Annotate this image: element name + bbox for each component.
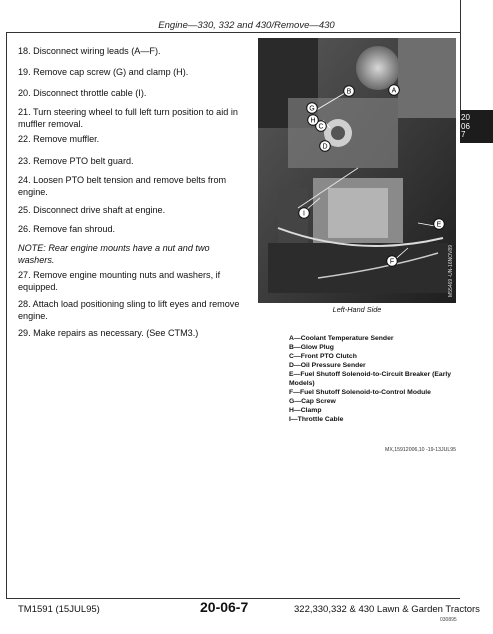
callout-b-text: B bbox=[346, 88, 352, 96]
footer-models: 322,330,332 & 430 Lawn & Garden Tractors bbox=[294, 604, 480, 615]
callout-h bbox=[307, 113, 319, 131]
legend-item-i: I—Throttle Cable bbox=[289, 416, 344, 423]
step-21: 21. Turn steering wheel to full left turn position to aid in muffler removal. bbox=[18, 107, 238, 129]
legend-item-c: C—Front PTO Clutch bbox=[289, 353, 357, 360]
callout-e bbox=[433, 217, 445, 235]
section-tab-page: 7 bbox=[461, 130, 466, 139]
legend-reference: MX,15912006,10 -19-13JUL95 bbox=[385, 447, 456, 453]
callout-f-text: F bbox=[389, 258, 395, 266]
section-tab-section: 20 bbox=[461, 113, 470, 122]
callout-g-text: G bbox=[309, 105, 315, 113]
header-rule bbox=[6, 32, 460, 33]
legend-item-g: G—Cap Screw bbox=[289, 398, 336, 405]
callout-c-text: C bbox=[318, 123, 324, 131]
step-19: 19. Remove cap screw (G) and clamp (H). bbox=[18, 67, 189, 77]
step-20: 20. Disconnect throttle cable (I). bbox=[18, 88, 147, 98]
step-29: 29. Make repairs as necessary. (See CTM3.) bbox=[18, 328, 199, 338]
section-tab-number bbox=[461, 114, 481, 140]
step-28: 28. Attach load positioning sling to lift eyes and remove engine. bbox=[18, 299, 240, 321]
legend-item-e: E—Fuel Shutoff Solenoid-to-Circuit Breaker (Early Models) bbox=[289, 371, 452, 387]
note-rear-mounts: NOTE: Rear engine mounts have a nut and two washers. bbox=[18, 243, 210, 265]
callout-e-text: E bbox=[436, 221, 442, 229]
callout-h-text: H bbox=[310, 117, 316, 125]
step-25: 25. Disconnect drive shaft at engine. bbox=[18, 205, 166, 215]
step-24: 24. Loosen PTO belt tension and remove belts from engine. bbox=[18, 175, 227, 197]
callout-a bbox=[388, 83, 400, 101]
callout-i bbox=[298, 206, 310, 224]
callout-i-text: I bbox=[303, 210, 305, 218]
header-tick bbox=[460, 0, 461, 33]
legend-item-a: A—Coolant Temperature Sender bbox=[289, 335, 394, 342]
callout-b bbox=[343, 84, 355, 102]
callout-f bbox=[386, 254, 398, 272]
step-27: 27. Remove engine mounting nuts and washers, if equipped. bbox=[18, 270, 221, 292]
page-header-title: Engine—330, 332 and 430/Remove—430 bbox=[158, 20, 335, 31]
legend-item-h: H—Clamp bbox=[289, 407, 322, 414]
frame-left-rule bbox=[6, 32, 7, 599]
figure-code: M55469 -UN-16NOV89 bbox=[448, 245, 454, 297]
step-18: 18. Disconnect wiring leads (A—F). bbox=[18, 46, 161, 56]
step-26: 26. Remove fan shroud. bbox=[18, 224, 116, 234]
callout-d-text: D bbox=[322, 143, 328, 151]
footer-code: 030895 bbox=[440, 617, 457, 623]
engine-photo bbox=[258, 38, 456, 303]
callout-d bbox=[319, 139, 331, 157]
footer-page-number: 20-06-7 bbox=[200, 599, 249, 615]
footer-manual-id: TM1591 (15JUL95) bbox=[18, 604, 100, 615]
section-tab-group: 06 bbox=[461, 121, 470, 131]
legend-item-b: B—Glow Plug bbox=[289, 344, 334, 351]
legend-item-d: D—Oil Pressure Sender bbox=[289, 362, 366, 369]
engine-photo-illustration bbox=[258, 38, 456, 303]
figure-caption: Left-Hand Side bbox=[332, 305, 382, 314]
step-23: 23. Remove PTO belt guard. bbox=[18, 156, 134, 166]
legend-item-f: F—Fuel Shutoff Solenoid-to-Control Module bbox=[289, 389, 431, 396]
step-22: 22. Remove muffler. bbox=[18, 134, 100, 144]
callout-a-text: A bbox=[391, 87, 397, 95]
